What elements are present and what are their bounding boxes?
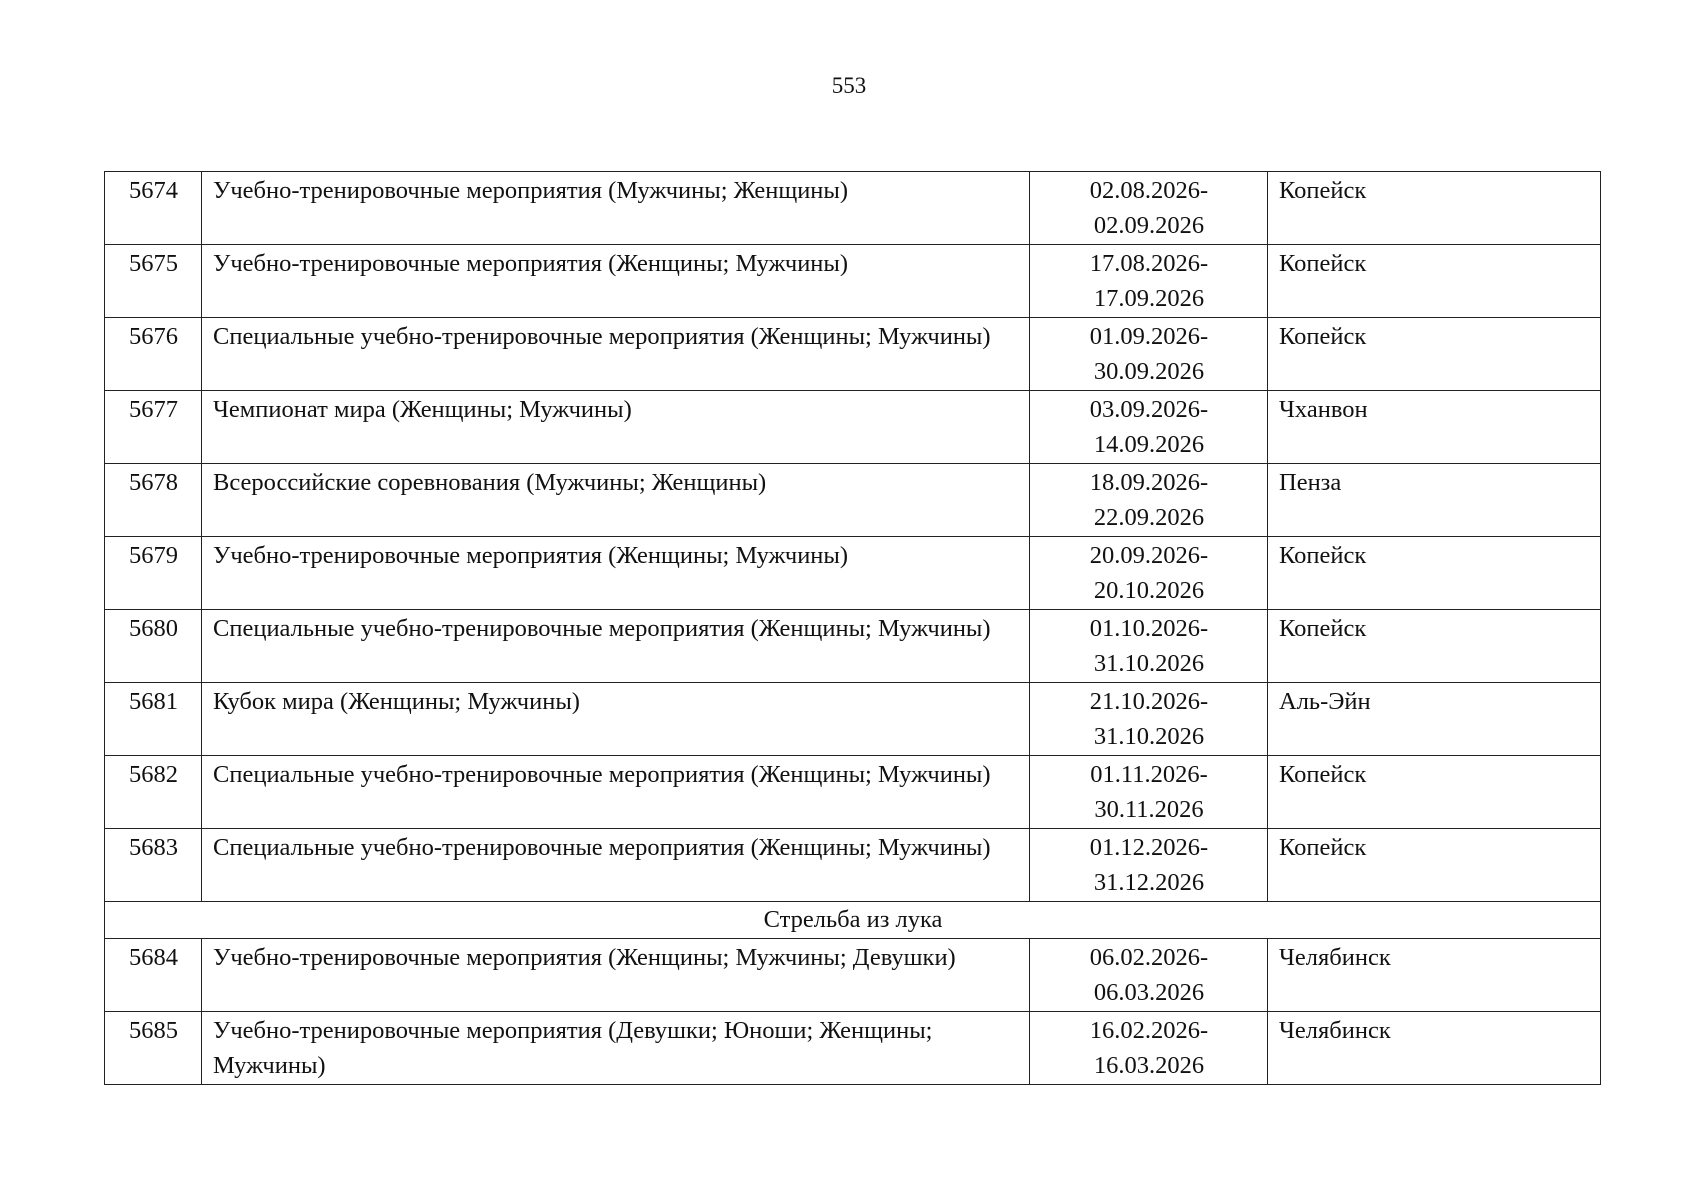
event-name: Специальные учебно-тренировочные мероприятия (Женщины; Мужчины) <box>202 318 1030 391</box>
event-place: Копейск <box>1268 318 1601 391</box>
table-row <box>105 829 1601 902</box>
section-title: Стрельба из лука <box>105 902 1601 939</box>
date-start: 01.10.2026- <box>1089 615 1209 642</box>
date-start: 01.11.2026- <box>1090 761 1208 788</box>
date-start: 02.08.2026- <box>1089 177 1209 204</box>
table-row <box>105 756 1601 829</box>
table-row <box>105 610 1601 683</box>
date-start: 18.09.2026- <box>1089 469 1209 496</box>
table-row <box>105 464 1601 537</box>
table-row <box>105 245 1601 318</box>
date-end: 06.03.2026 <box>1093 978 1205 1006</box>
date-start: 17.08.2026- <box>1089 250 1209 277</box>
table-row <box>105 537 1601 610</box>
date-start: 01.09.2026- <box>1089 323 1209 350</box>
event-name: Специальные учебно-тренировочные мероприятия (Женщины; Мужчины) <box>202 756 1030 829</box>
event-name: Учебно-тренировочные мероприятия (Женщины; Мужчины) <box>202 537 1030 610</box>
date-end: 31.12.2026 <box>1093 868 1205 896</box>
event-place: Копейск <box>1268 756 1601 829</box>
row-number: 5677 <box>105 391 202 464</box>
event-name: Специальные учебно-тренировочные мероприятия (Женщины; Мужчины) <box>202 610 1030 683</box>
event-name: Специальные учебно-тренировочные мероприятия (Женщины; Мужчины) <box>202 829 1030 902</box>
row-number: 5675 <box>105 245 202 318</box>
date-start: 20.09.2026- <box>1089 542 1209 569</box>
row-number: 5680 <box>105 610 202 683</box>
table-row <box>105 1012 1601 1085</box>
event-place: Копейск <box>1268 537 1601 610</box>
row-number: 5678 <box>105 464 202 537</box>
event-place: Челябинск <box>1268 1012 1601 1085</box>
event-dates <box>1030 391 1268 464</box>
date-end: 14.09.2026 <box>1093 430 1205 458</box>
event-name: Чемпионат мира (Женщины; Мужчины) <box>202 391 1030 464</box>
event-dates <box>1030 683 1268 756</box>
row-number: 5674 <box>105 172 202 245</box>
event-place: Пенза <box>1268 464 1601 537</box>
table-row <box>105 683 1601 756</box>
table-row <box>105 172 1601 245</box>
event-name: Всероссийские соревнования (Мужчины; Женщины) <box>202 464 1030 537</box>
page-number: 553 <box>831 73 867 98</box>
date-start: 16.02.2026- <box>1089 1017 1209 1044</box>
event-name: Учебно-тренировочные мероприятия (Женщины; Мужчины) <box>202 245 1030 318</box>
date-end: 16.03.2026 <box>1093 1051 1205 1079</box>
event-dates <box>1030 537 1268 610</box>
event-name: Учебно-тренировочные мероприятия (Мужчины; Женщины) <box>202 172 1030 245</box>
event-place: Челябинск <box>1268 939 1601 1012</box>
table-row <box>105 391 1601 464</box>
date-end: 22.09.2026 <box>1093 503 1205 531</box>
event-place: Копейск <box>1268 610 1601 683</box>
event-dates <box>1030 245 1268 318</box>
date-start: 01.12.2026- <box>1089 834 1209 861</box>
date-start: 06.02.2026- <box>1089 944 1209 971</box>
section-header-row <box>105 902 1601 939</box>
row-number: 5676 <box>105 318 202 391</box>
event-place: Аль-Эйн <box>1268 683 1601 756</box>
row-number: 5681 <box>105 683 202 756</box>
event-dates <box>1030 829 1268 902</box>
events-table <box>104 171 1601 1085</box>
event-dates <box>1030 939 1268 1012</box>
date-end: 20.10.2026 <box>1093 576 1205 604</box>
date-end: 30.09.2026 <box>1093 357 1205 385</box>
event-dates <box>1030 610 1268 683</box>
event-place: Копейск <box>1268 172 1601 245</box>
table-row <box>105 318 1601 391</box>
event-dates <box>1030 1012 1268 1085</box>
date-start: 21.10.2026- <box>1089 688 1209 715</box>
event-name: Кубок мира (Женщины; Мужчины) <box>202 683 1030 756</box>
event-place: Чханвон <box>1268 391 1601 464</box>
date-end: 31.10.2026 <box>1093 722 1205 750</box>
event-name: Учебно-тренировочные мероприятия (Девушки; Юноши; Женщины; Мужчины) <box>202 1012 1030 1085</box>
event-place: Копейск <box>1268 245 1601 318</box>
event-dates <box>1030 172 1268 245</box>
row-number: 5679 <box>105 537 202 610</box>
row-number: 5683 <box>105 829 202 902</box>
table-row <box>105 939 1601 1012</box>
event-dates <box>1030 318 1268 391</box>
event-dates <box>1030 464 1268 537</box>
event-place: Копейск <box>1268 829 1601 902</box>
event-dates <box>1030 756 1268 829</box>
row-number: 5682 <box>105 756 202 829</box>
row-number: 5685 <box>105 1012 202 1085</box>
event-name: Учебно-тренировочные мероприятия (Женщины; Мужчины; Девушки) <box>202 939 1030 1012</box>
date-end: 31.10.2026 <box>1093 649 1205 677</box>
date-end: 17.09.2026 <box>1093 284 1205 312</box>
date-end: 30.11.2026 <box>1094 795 1204 823</box>
row-number: 5684 <box>105 939 202 1012</box>
date-end: 02.09.2026 <box>1093 211 1205 239</box>
date-start: 03.09.2026- <box>1089 396 1209 423</box>
